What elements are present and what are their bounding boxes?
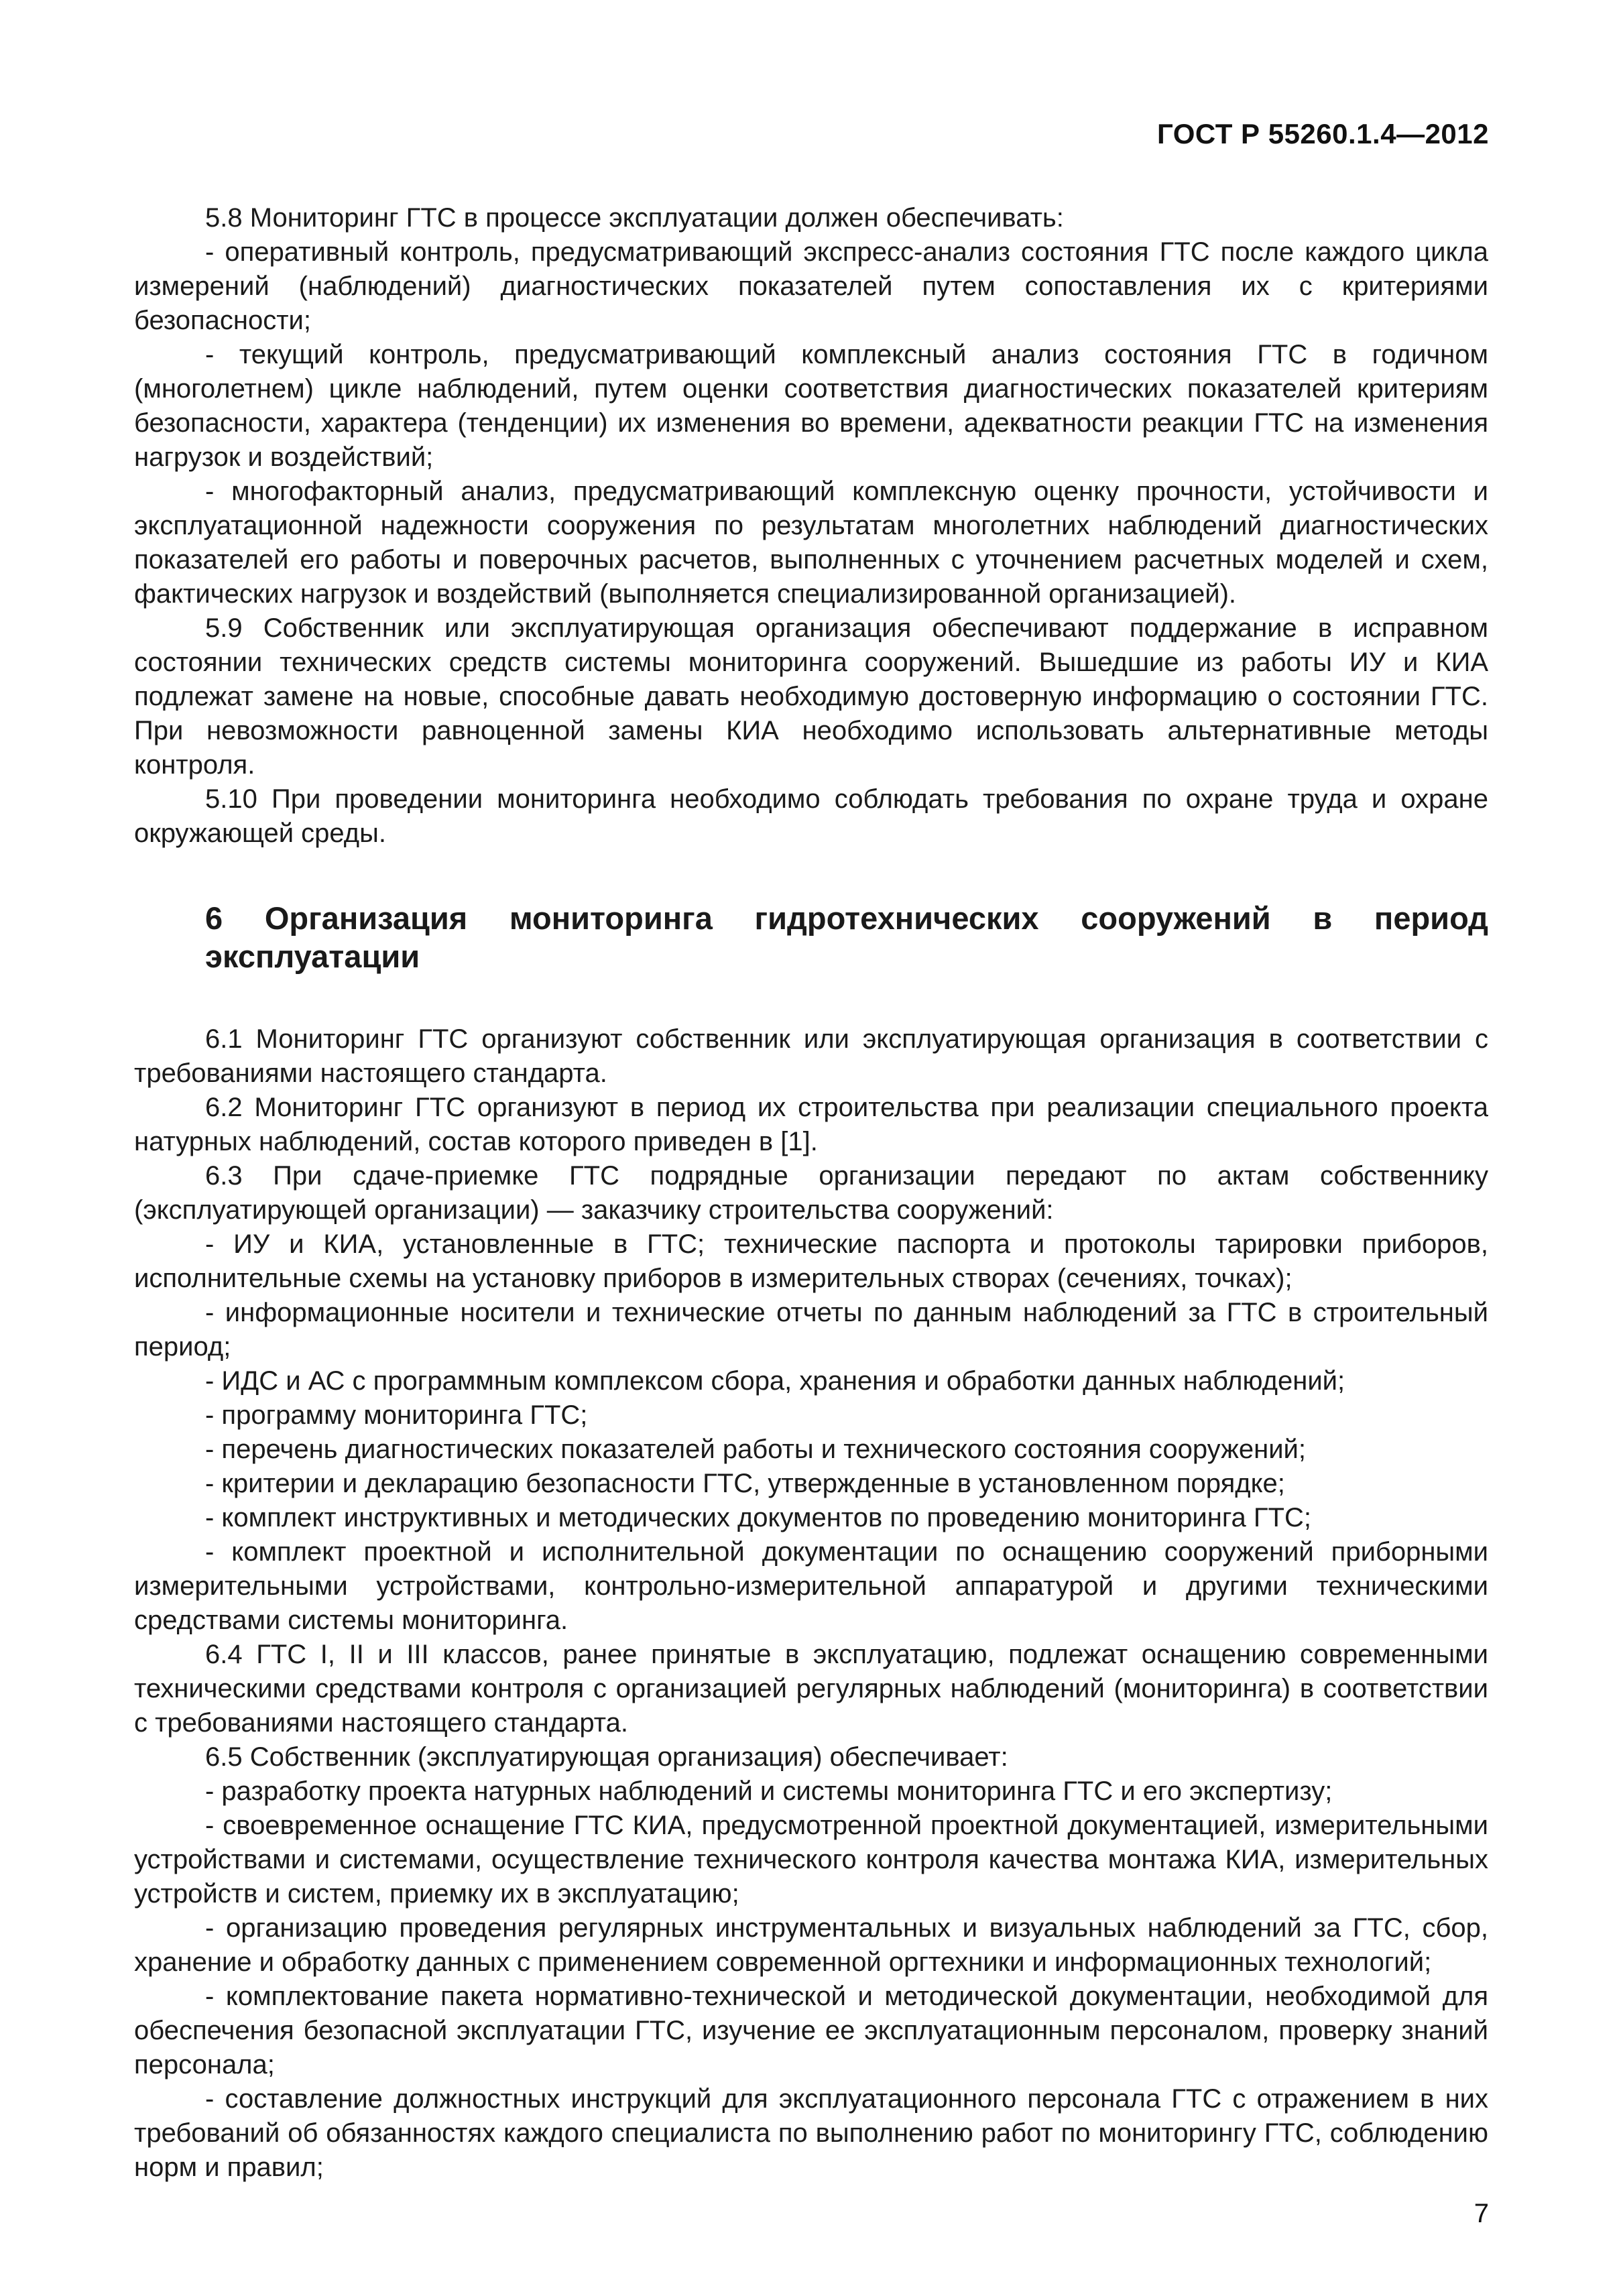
paragraph-6-1: 6.1 Мониторинг ГТС организуют собственник или эксплуатирующая организация в соответствии с требованиями настоящего стандарта. bbox=[134, 1024, 1488, 1088]
list-item: - многофакторный анализ, предусматривающий комплексную оценку прочности, устойчивости и эксплуатационной надежности сооружения по результатам многолетних наблюдений диагностических показателей его работы и поверочных расчетов, выполненных с уточнением расчетных моделей и схем, фактических нагрузок и воздействий (выполняется специализированной организацией). bbox=[134, 477, 1488, 609]
list-item: - ИДС и АС с программным комплексом сбора, хранения и обработки данных наблюдений; bbox=[205, 1366, 1345, 1396]
list-item: - программу мониторинга ГТС; bbox=[205, 1400, 588, 1430]
page-content bbox=[134, 201, 1488, 2185]
paragraph-6-3: 6.3 При сдаче-приемке ГТС подрядные организации передают по актам собственнику (эксплуатирующей организации) — заказчику строительства сооружений: bbox=[134, 1161, 1488, 1225]
list-item: - разработку проекта натурных наблюдений и системы мониторинга ГТС и его экспертизу; bbox=[205, 1776, 1333, 1806]
paragraph-5-8: 5.8 Мониторинг ГТС в процессе эксплуатации должен обеспечивать: bbox=[205, 203, 1064, 233]
list-item: - текущий контроль, предусматривающий комплексный анализ состояния ГТС в годичном (многолетнем) цикле наблюдений, путем оценки соответствия диагностических показателей критериям безопасности, характера (тенденции) их изменения во времени, адекватности реакции ГТС на изменения нагрузок и воздействий; bbox=[134, 340, 1488, 472]
list-item: - своевременное оснащение ГТС КИА, предусмотренной проектной документацией, измерительными устройствами и системами, осуществление технического контроля качества монтажа КИА, измерительных устройств и систем, приемку их в эксплуатацию; bbox=[134, 1811, 1488, 1909]
paragraph-5-10: 5.10 При проведении мониторинга необходимо соблюдать требования по охране труда и охране окружающей среды. bbox=[134, 784, 1488, 848]
paragraph-5-9: 5.9 Собственник или эксплуатирующая организация обеспечивают поддержание в исправном состоянии технических средств системы мониторинга сооружений. Вышедшие из работы ИУ и КИА подлежат замене на новые, способные давать необходимую достоверную информацию о состоянии ГТС. При невозможности равноценной замены КИА необходимо использовать альтернативные методы контроля. bbox=[134, 613, 1488, 780]
list-item: - организацию проведения регулярных инструментальных и визуальных наблюдений за ГТС, сбор, хранение и обработку данных с применением современной оргтехники и информационных технологий; bbox=[134, 1913, 1488, 1977]
list-item: - информационные носители и технические отчеты по данным наблюдений за ГТС в строительный период; bbox=[134, 1298, 1488, 1362]
paragraph-6-2: 6.2 Мониторинг ГТС организуют в период их строительства при реализации специального проекта натурных наблюдений, состав которого приведен в [1]. bbox=[134, 1093, 1488, 1156]
list-item: - ИУ и КИА, установленные в ГТС; технические паспорта и протоколы тарировки приборов, исполнительные схемы на установку приборов в измерительных створах (сечениях, точках); bbox=[134, 1229, 1488, 1293]
list-item: - комплект инструктивных и методических документов по проведению мониторинга ГТС; bbox=[205, 1503, 1311, 1532]
paragraph-6-4: 6.4 ГТС I, II и III классов, ранее принятые в эксплуатацию, подлежат оснащению современными техническими средствами контроля с организацией регулярных наблюдений (мониторинга) в соответствии с требованиями настоящего стандарта. bbox=[134, 1640, 1488, 1738]
paragraph-6-5: 6.5 Собственник (эксплуатирующая организация) обеспечивает: bbox=[205, 1742, 1008, 1772]
list-item: - комплектование пакета нормативно-технической и методической документации, необходимой для обеспечения безопасной эксплуатации ГТС, изучение ее эксплуатационным персоналом, проверку знаний персонала; bbox=[134, 1982, 1488, 2079]
list-item: - перечень диагностических показателей работы и технического состояния сооружений; bbox=[205, 1435, 1307, 1464]
list-item: - критерии и декларацию безопасности ГТС, утвержденные в установленном порядке; bbox=[205, 1469, 1285, 1498]
document-code-header: ГОСТ Р 55260.1.4—2012 bbox=[1157, 118, 1489, 149]
list-item: - составление должностных инструкций для эксплуатационного персонала ГТС с отражением в них требований об обязанностях каждого специалиста по выполнению работ по мониторингу ГТС, соблюдению норм и правил; bbox=[134, 2084, 1488, 2182]
section-heading-6: 6 Организация мониторинга гидротехнических сооружений в период эксплуатации bbox=[205, 900, 1488, 974]
list-item: - оперативный контроль, предусматривающий экспресс-анализ состояния ГТС после каждого цикла измерений (наблюдений) диагностических показателей путем сопоставления их с критериями безопасности; bbox=[134, 237, 1488, 335]
list-item: - комплект проектной и исполнительной документации по оснащению сооружений приборными измерительными устройствами, контрольно-измерительной аппаратурой и другими техническими средствами системы мониторинга. bbox=[134, 1537, 1488, 1635]
page-number: 7 bbox=[1474, 2199, 1489, 2228]
